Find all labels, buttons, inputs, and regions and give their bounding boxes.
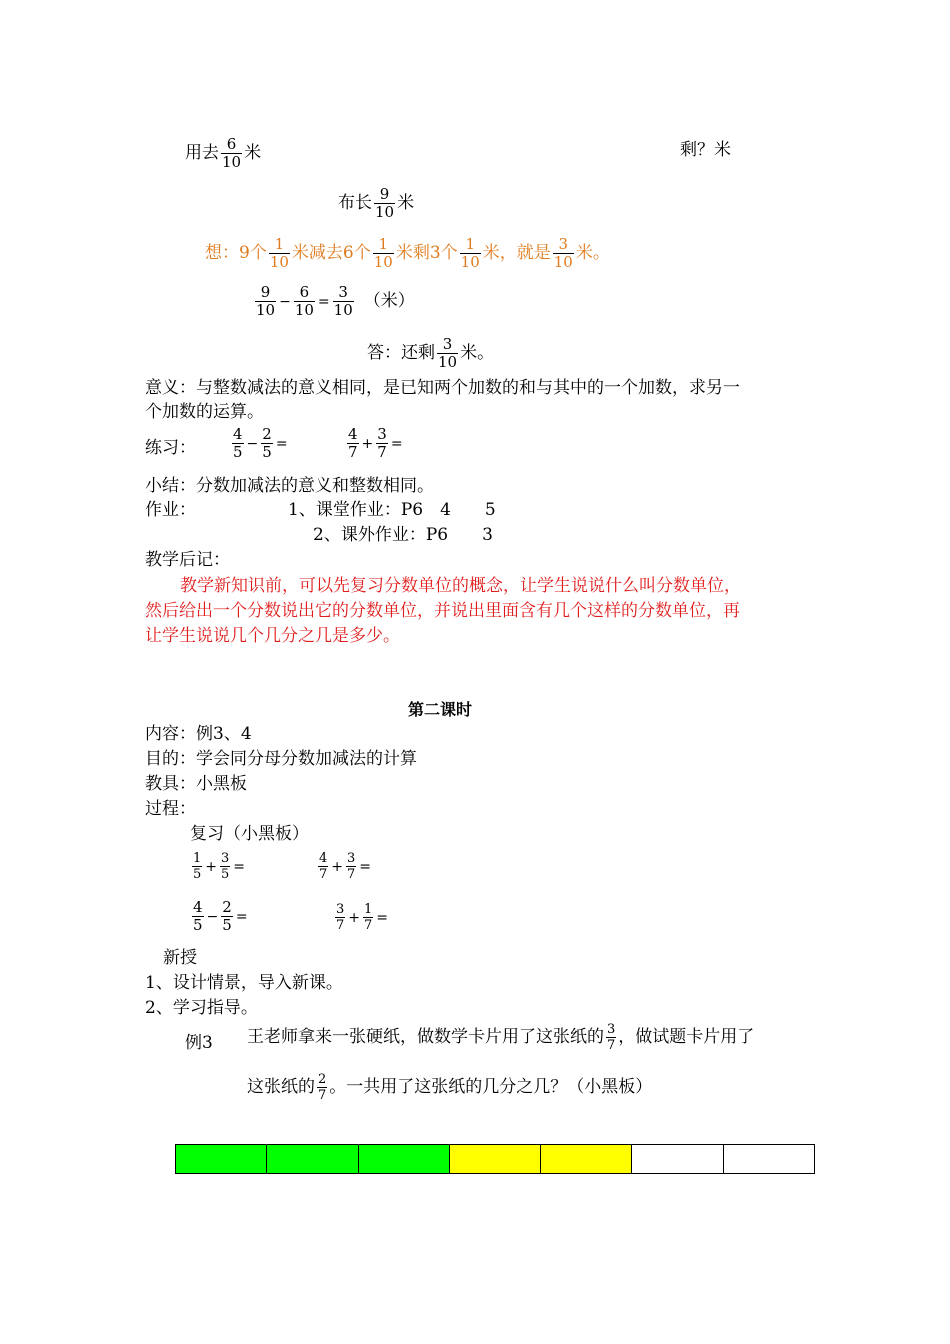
review-expr-3: $\frac{4}{5}$ − $\frac{2}{5}$ = [193, 898, 248, 934]
example-line-2: 这张纸的 $\frac{2}{7}$ 。一共用了这张纸的几分之几？（小黑板） [247, 1072, 653, 1103]
review-expr-2: $\frac{4}{7}$ + $\frac{3}{7}$ = [319, 851, 372, 882]
example-line-1: 王老师拿来一张硬纸，做数学卡片用了这张纸的 $\frac{3}{7}$ ，做试题卡片用了 [247, 1022, 755, 1053]
lesson2-step-2: 2、学习指导。 [145, 998, 258, 1018]
lesson2-process: 过程： [145, 799, 196, 819]
strip-cell [724, 1145, 814, 1173]
strip-cell [541, 1145, 632, 1173]
reflection-line-3: 让学生说说几个几分之几是多少。 [145, 626, 400, 646]
answer: 答：还剩 $\frac{3}{10}$ 米。 [367, 335, 495, 371]
reflection-line-1: 教学新知识前，可以先复习分数单位的概念，让学生说说什么叫分数单位， [180, 576, 741, 596]
reflection-label: 教学后记： [145, 550, 230, 570]
lesson2-goal: 目的：学会同分母分数加减法的计算 [145, 749, 417, 769]
meaning-line-2: 个加数的运算。 [145, 402, 264, 422]
used-label: 用去 $\frac{6}{10}$ 米 [185, 135, 262, 171]
lesson2-title: 第二课时 [408, 700, 473, 719]
practice-expr-1: $\frac{4}{5}$ − $\frac{2}{5}$ = [233, 425, 288, 461]
meaning-line-1: 意义：与整数减法的意义相同，是已知两个加数的和与其中的一个加数，求另一 [145, 378, 740, 398]
review-expr-4: $\frac{3}{7}$ + $\frac{1}{7}$ = [336, 902, 389, 933]
remain-label: 剩？米 [680, 140, 731, 160]
example-label: 例3 [185, 1033, 213, 1053]
summary: 小结：分数加减法的意义和整数相同。 [145, 476, 434, 496]
homework-item-1: 1、课堂作业：P6 4 5 [288, 500, 496, 520]
homework-item-2: 2、课外作业：P6 3 [313, 525, 493, 545]
fraction-strip [175, 1144, 815, 1174]
lesson2-review: 复习（小黑板） [190, 824, 309, 844]
lesson2-content: 内容：例3、4 [145, 724, 252, 744]
strip-cell [632, 1145, 723, 1173]
homework-label: 作业： [145, 500, 196, 520]
review-expr-1: $\frac{1}{5}$ + $\frac{3}{5}$ = [193, 851, 246, 882]
lesson2-tools: 教具：小黑板 [145, 774, 247, 794]
lesson2-step-1: 1、设计情景，导入新课。 [145, 973, 343, 993]
reflection-line-2: 然后给出一个分数说出它的分数单位，并说出里面含有几个这样的分数单位，再 [145, 601, 740, 621]
strip-cell [267, 1145, 358, 1173]
equation: $\frac{9}{10}$ − $\frac{6}{10}$ = $\frac{3}{10}$ （米） [256, 283, 415, 319]
strip-cell [450, 1145, 541, 1173]
used-fraction: $\frac{6}{10}$ [222, 135, 242, 171]
think-line: 想：9个 $\frac{1}{10}$ 米减去6个 $\frac{1}{10}$ 米剩3个 $\frac{1}{10}$ 米，就是 $\frac{3}{10}$ 米。 [205, 235, 610, 271]
cloth-label: 布长 $\frac{9}{10}$ 米 [338, 185, 415, 221]
strip-cell [176, 1145, 267, 1173]
strip-cell [359, 1145, 450, 1173]
cloth-fraction: $\frac{9}{10}$ [375, 185, 395, 221]
practice-label: 练习： [145, 438, 196, 458]
practice-expr-2: $\frac{4}{7}$ + $\frac{3}{7}$ = [348, 425, 403, 461]
lesson2-new: 新授 [163, 948, 197, 968]
